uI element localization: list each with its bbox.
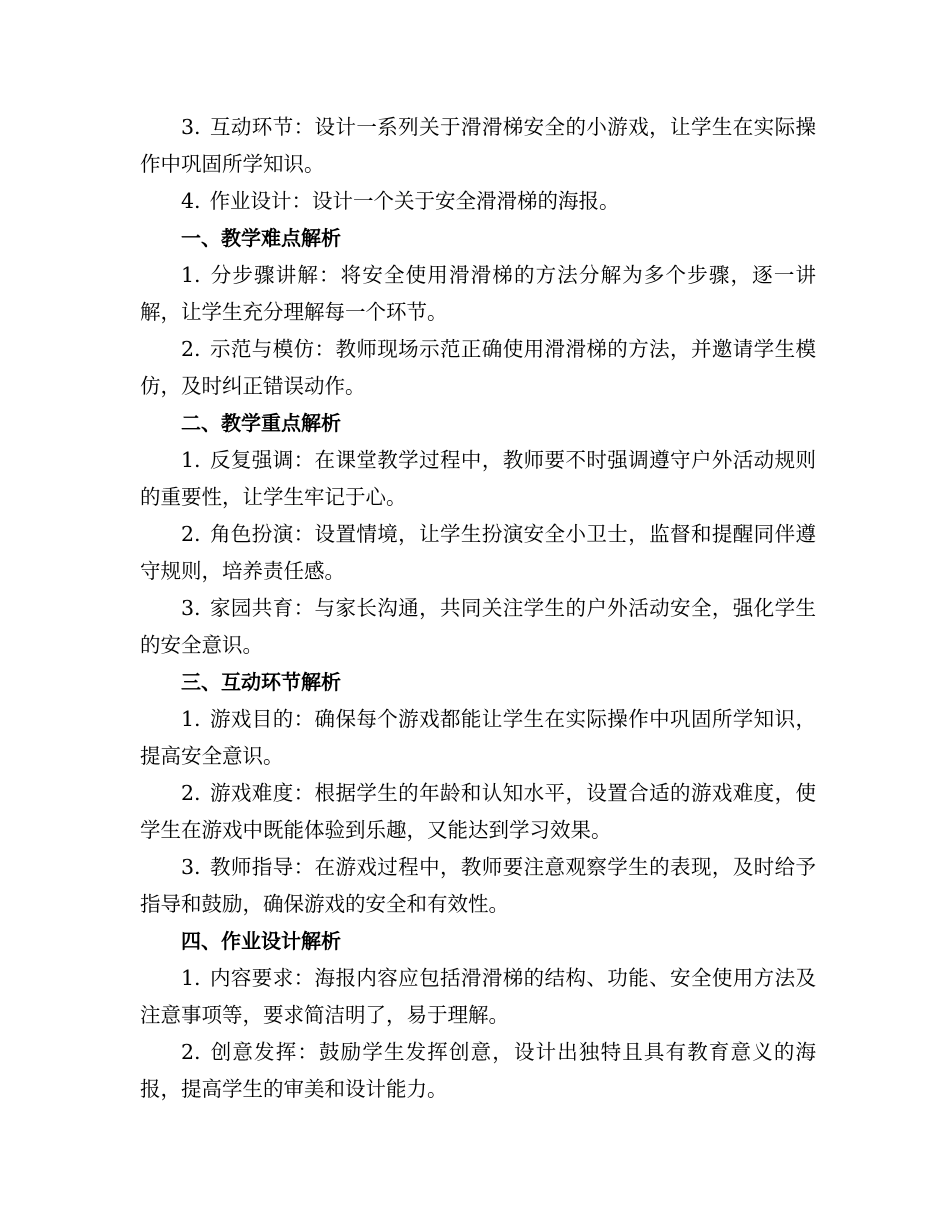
item-number: 1. — [181, 707, 201, 731]
item-text: 家园共育：与家长沟通，共同关注学生的户外活动安全，强化学生的安全意识。 — [140, 596, 816, 657]
list-item — [140, 257, 816, 331]
item-text: 创意发挥：鼓励学生发挥创意，设计出独特且具有教育意义的海报，提高学生的审美和设计能力。 — [140, 1040, 816, 1101]
list-item — [140, 1034, 816, 1108]
item-text: 游戏难度：根据学生的年龄和认知水平，设置合适的游戏难度，使学生在游戏中既能体验到乐趣，又能达到学习效果。 — [140, 781, 816, 842]
item-number: 1. — [181, 263, 201, 287]
item-number: 2. — [181, 1040, 201, 1064]
list-item — [140, 701, 816, 775]
item-number: 1. — [181, 448, 201, 472]
list-item — [140, 109, 816, 183]
section-heading: 三、互动环节解析 — [181, 670, 341, 694]
item-text: 互动环节：设计一系列关于滑滑梯安全的小游戏，让学生在实际操作中巩固所学知识。 — [140, 115, 816, 176]
item-text: 示范与模仿：教师现场示范正确使用滑滑梯的方法，并邀请学生模仿，及时纠正错误动作。 — [140, 337, 816, 398]
item-text: 角色扮演：设置情境，让学生扮演安全小卫士，监督和提醒同伴遵守规则，培养责任感。 — [140, 522, 816, 583]
item-number: 3. — [181, 596, 201, 620]
section-heading: 四、作业设计解析 — [181, 929, 341, 953]
item-number: 2. — [181, 337, 201, 361]
item-text: 内容要求：海报内容应包括滑滑梯的结构、功能、安全使用方法及注意事项等，要求简洁明了，易于理解。 — [140, 966, 816, 1027]
list-item — [140, 590, 816, 664]
list-item — [140, 960, 816, 1034]
item-text: 教师指导：在游戏过程中，教师要注意观察学生的表现，及时给予指导和鼓励，确保游戏的安全和有效性。 — [140, 855, 816, 916]
list-item — [140, 183, 816, 220]
item-number: 2. — [181, 781, 201, 805]
item-number: 3. — [181, 115, 201, 139]
item-number: 3. — [181, 855, 201, 879]
item-number: 1. — [181, 966, 201, 990]
item-number: 4. — [181, 189, 201, 213]
list-item — [140, 442, 816, 516]
list-item — [140, 849, 816, 923]
section-heading: 一、教学难点解析 — [181, 226, 341, 250]
section-heading: 二、教学重点解析 — [181, 411, 341, 435]
item-text: 反复强调：在课堂教学过程中，教师要不时强调遵守户外活动规则的重要性，让学生牢记于心。 — [140, 448, 816, 509]
list-item — [140, 516, 816, 590]
item-text: 游戏目的：确保每个游戏都能让学生在实际操作中巩固所学知识，提高安全意识。 — [140, 707, 816, 768]
item-text: 分步骤讲解：将安全使用滑滑梯的方法分解为多个步骤，逐一讲解，让学生充分理解每一个环节。 — [140, 263, 816, 324]
item-number: 2. — [181, 522, 201, 546]
item-text: 作业设计：设计一个关于安全滑滑梯的海报。 — [209, 189, 620, 213]
list-item — [140, 775, 816, 849]
document-body — [140, 109, 816, 1108]
list-item — [140, 331, 816, 405]
